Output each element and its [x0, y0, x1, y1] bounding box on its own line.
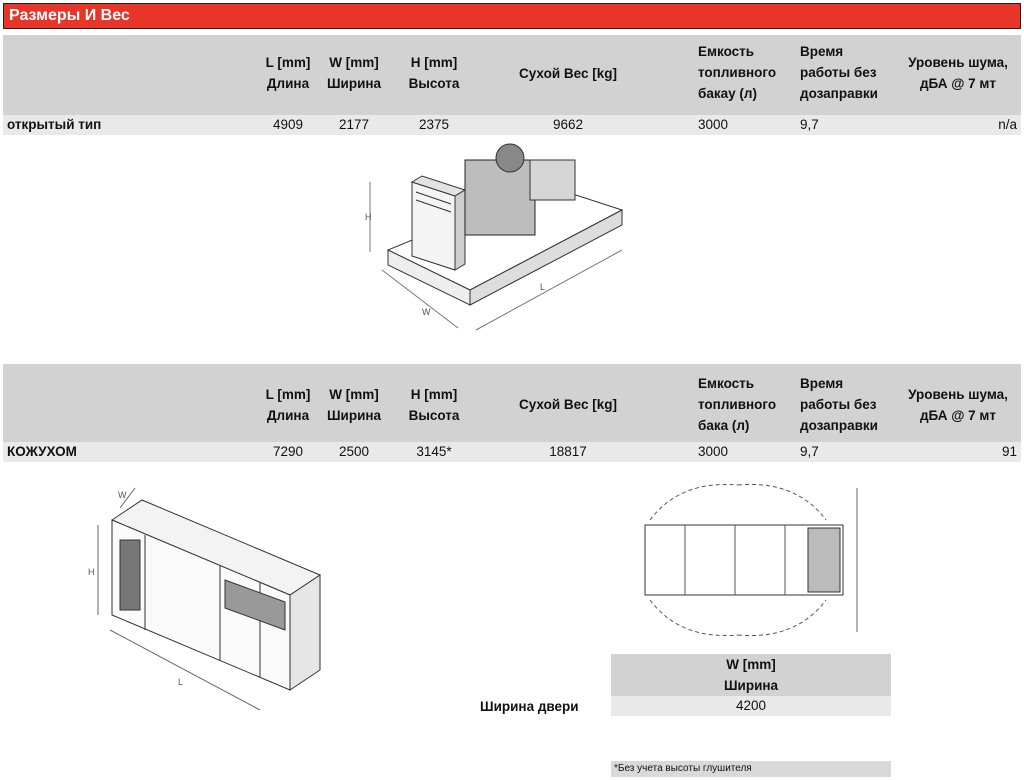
noise-value: n/a: [998, 117, 1017, 132]
col-length-header: L [mm] Длина: [265, 55, 311, 91]
row-name: КОЖУХОМ: [7, 444, 77, 459]
width-value: 2500: [338, 444, 370, 459]
open-type-row: [3, 115, 1021, 135]
col-height-header: H [mm] Высота: [408, 387, 460, 423]
door-width-label: Ширина двери: [480, 699, 579, 714]
l-dimension-label: L: [178, 677, 184, 687]
open-type-header: [3, 35, 1021, 115]
noise-value: 91: [1001, 444, 1017, 459]
height-value: 2375: [418, 117, 450, 132]
h-dimension-label: H: [365, 212, 372, 222]
col-dry-weight-header: Сухой Вес [kg]: [519, 66, 617, 81]
enclosed-header: [3, 364, 1021, 444]
col-tank-header: Емкость топливного бака (л): [698, 376, 777, 433]
col-length-header: L [mm] Длина: [265, 387, 311, 423]
door-width-header: W [mm] Ширина: [611, 654, 891, 696]
length-value: 4909: [272, 117, 304, 132]
col-tank-header: Емкость топливного бакау (л): [698, 44, 777, 101]
door-width-value: 4200: [611, 696, 891, 716]
row-name: открытый тип: [7, 117, 102, 132]
col-noise-header: Уровень шума, дБА @ 7 мт: [908, 55, 1008, 91]
enclosed-row: [3, 442, 1021, 462]
runtime-value: 9,7: [800, 117, 819, 132]
h-dimension-label: H: [88, 567, 95, 577]
col-runtime-header: Время работы без дозаправки: [800, 376, 878, 433]
runtime-value: 9,7: [800, 444, 819, 459]
col-height-header: H [mm] Высота: [408, 55, 460, 91]
col-width-header: W [mm] Ширина: [326, 55, 382, 91]
col-dry-weight-header: Сухой Вес [kg]: [519, 397, 617, 412]
tank-value: 3000: [698, 444, 729, 459]
col-noise-header: Уровень шума, дБА @ 7 мт: [908, 387, 1008, 423]
w-dimension-label: W: [422, 307, 431, 317]
length-value: 7290: [272, 444, 304, 459]
tank-value: 3000: [698, 117, 729, 132]
width-value: 2177: [338, 117, 370, 132]
col-runtime-header: Время работы без дозаправки: [800, 44, 878, 101]
height-value: 3145*: [416, 444, 452, 459]
l-dimension-label: L: [540, 282, 546, 292]
enclosed-generator-drawing: [80, 480, 330, 730]
enclosed-top-view-drawing: [620, 480, 870, 645]
title-bar: [3, 3, 1021, 29]
dry-weight-value: 18817: [549, 444, 587, 459]
footnote: *Без учета высоты глушителя: [611, 761, 891, 777]
col-width-header: W [mm] Ширина: [326, 387, 382, 423]
open-type-generator-drawing: [360, 140, 630, 340]
w-dimension-label: W: [118, 490, 127, 500]
dry-weight-value: 9662: [552, 117, 584, 132]
page-title: Размеры И Вес: [9, 7, 130, 24]
